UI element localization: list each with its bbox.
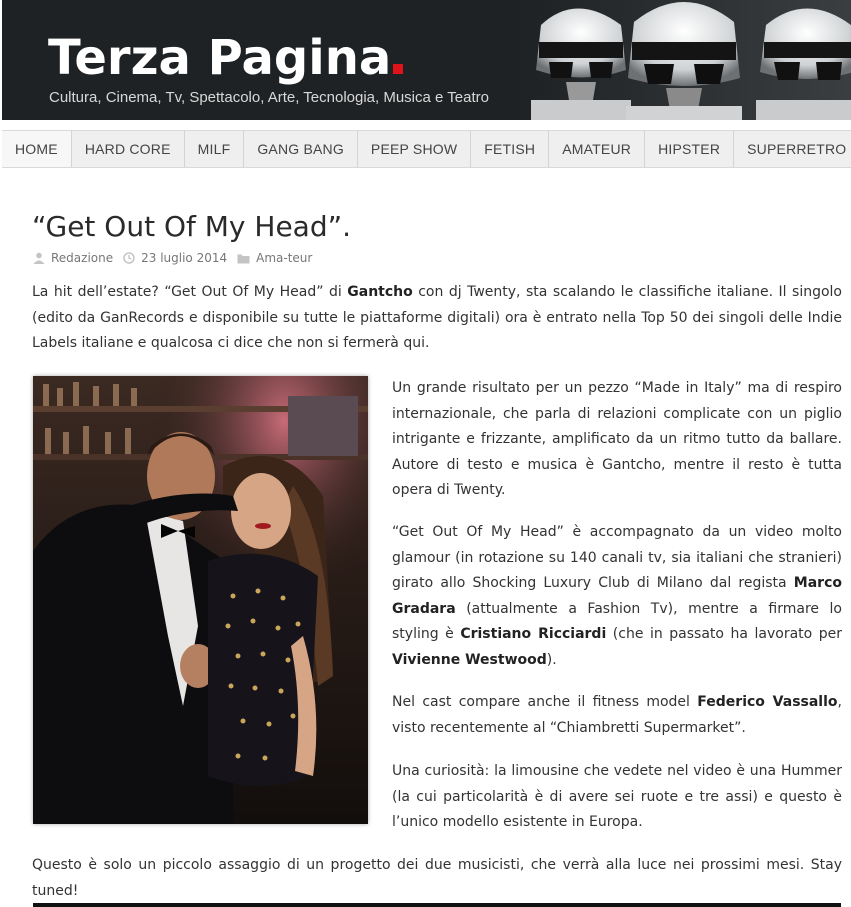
article-photo[interactable] bbox=[33, 376, 368, 824]
content-divider bbox=[33, 903, 841, 907]
nav-item-fetish[interactable]: FETISH bbox=[471, 131, 549, 167]
couple-photo bbox=[33, 376, 368, 824]
nav-item-gang-bang[interactable]: GANG BANG bbox=[244, 131, 358, 167]
text: ). bbox=[546, 651, 557, 668]
text: “Get Out Of My Head” è accompagnato da un video molto glamour (in rotazione su 140 canali tv, sia italiani che stranieri) girato allo Shocking Luxury Club di Milano dal regista bbox=[392, 524, 842, 591]
nav-item-milf[interactable]: MILF bbox=[185, 131, 245, 167]
stylist-name: Cristiano Ricciardi bbox=[460, 626, 607, 642]
site-title[interactable]: Terza Pagina bbox=[48, 30, 392, 86]
clock-icon bbox=[123, 252, 135, 264]
model-name: Federico Vassallo bbox=[697, 694, 838, 710]
text: (attualmente a Fashion Tv), mentre a firmare lo styling è bbox=[392, 600, 842, 642]
logo-dot bbox=[393, 64, 403, 74]
article-title[interactable]: “Get Out Of My Head”. bbox=[32, 210, 352, 243]
nav-item-hipster[interactable]: HIPSTER bbox=[645, 131, 734, 167]
user-icon bbox=[33, 252, 45, 264]
article-meta bbox=[33, 251, 322, 265]
nav-item-home[interactable]: HOME bbox=[2, 131, 72, 167]
nav-item-peep-show[interactable]: PEEP SHOW bbox=[358, 131, 471, 167]
text: con dj Twenty, sta scalando le classifiche italiane. Il singolo (edito da GanRecords e disponibile su tutte le piattaforme digitali) ora è entrato nella Top 50 dei singoli delle Indie Labels italiane e qualcosa ci dice che non si fermerà qui. bbox=[32, 284, 842, 351]
site-header bbox=[2, 0, 851, 120]
category-link[interactable]: Ama-teur bbox=[256, 251, 313, 265]
paragraph-video bbox=[392, 520, 842, 673]
paragraph-result: Un grande risultato per un pezzo “Made in Italy” ma di respiro internazionale, che parla di relazioni complicate con un piglio intrigante e frizzante, amplificato da un ritmo tutto da ballare. Autore di testo e musica è Gantcho, mentre il resto è tutta opera di Twenty. bbox=[392, 380, 842, 498]
paragraph-intro bbox=[32, 280, 842, 357]
designer-name: Vivienne Westwood bbox=[392, 651, 547, 668]
director-name: Marco Gradara bbox=[392, 575, 842, 617]
site-tagline: Cultura, Cinema, Tv, Spettacolo, Arte, Tecnologia, Musica e Teatro bbox=[49, 89, 489, 106]
paragraph-curiosity: Una curiosità: la limousine che vedete nel video è una Hummer (la cui particolarità è di avere sei ruote e tre assi) e questo è l’unico modello esistente in Europa. bbox=[392, 763, 842, 830]
text: , visto recentemente al “Chiambretti Supermarket”. bbox=[392, 694, 842, 736]
artist-name: Gantcho bbox=[347, 284, 413, 300]
main-navigation bbox=[2, 130, 851, 168]
stormtrooper-header-image bbox=[521, 0, 851, 120]
folder-icon bbox=[237, 253, 250, 264]
meta-author bbox=[33, 251, 113, 265]
date-text: 23 luglio 2014 bbox=[141, 251, 228, 265]
meta-category bbox=[237, 251, 312, 265]
site-logo[interactable] bbox=[48, 28, 403, 88]
text: La hit dell’estate? “Get Out Of My Head” di bbox=[32, 284, 348, 300]
nav-item-hard-core[interactable]: HARD CORE bbox=[72, 131, 185, 167]
paragraph-cast bbox=[392, 690, 842, 741]
meta-date bbox=[123, 251, 227, 265]
author-link[interactable]: Redazione bbox=[51, 251, 114, 265]
nav-item-superretro[interactable]: SUPERRETRO bbox=[734, 131, 851, 167]
paragraph-outro: Questo è solo un piccolo assaggio di un progetto dei due musicisti, che verrà alla luce nei prossimi mesi. Stay tuned! bbox=[32, 857, 842, 899]
text: (che in passato ha lavorato per bbox=[606, 626, 843, 642]
nav-item-amateur[interactable]: AMATEUR bbox=[549, 131, 645, 167]
text: Nel cast compare anche il fitness model bbox=[392, 694, 698, 710]
